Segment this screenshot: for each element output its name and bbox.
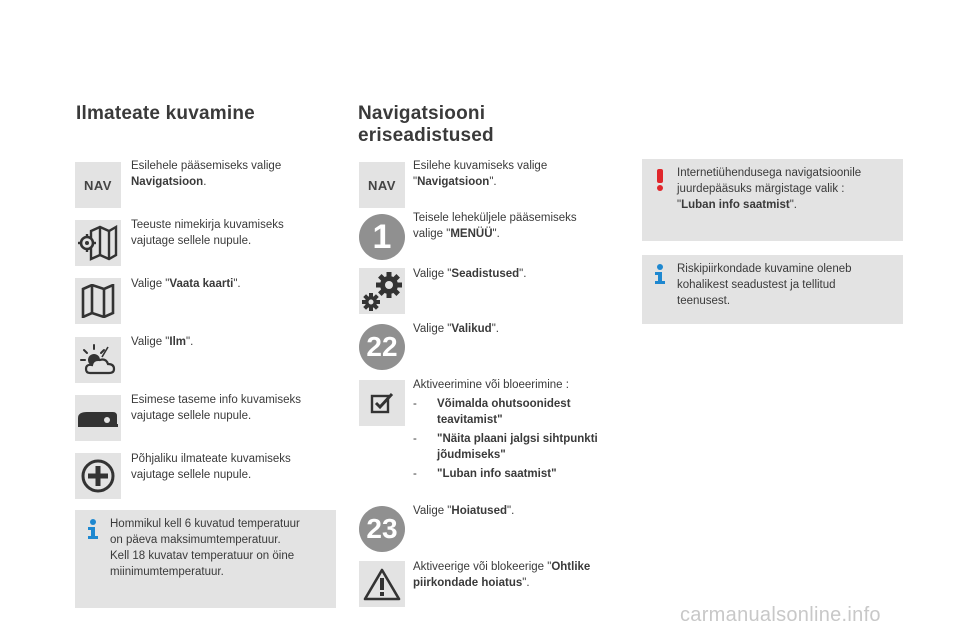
right-warning-text (677, 165, 861, 213)
middle-nav-bold: Navigatsioon (417, 176, 490, 188)
activation-item-1 (413, 396, 598, 428)
watermark: carmanualsonline.info (680, 604, 881, 626)
middle-nav-prefix: " (413, 176, 418, 188)
middle-warning-bold2: piirkondade hoiatus (413, 577, 523, 589)
left-note-text (110, 516, 300, 580)
left-step-map-suffix: ". (233, 278, 241, 290)
middle-nav-text (413, 158, 547, 190)
middle-settings-bold: Seadistused (451, 268, 520, 280)
middle-settings-prefix: Valige " (413, 268, 452, 280)
left-note-line2: on päeva maksimumtemperatuur. (110, 534, 281, 546)
left-step-plus-text (131, 451, 291, 483)
right-warning-bold: Luban info saatmist (681, 199, 790, 211)
activation-item-2-dash: - (413, 433, 417, 445)
activation-item-2-line1: "Näita plaani jalgsi sihtpunkti (437, 433, 598, 445)
info-icon (651, 263, 669, 285)
left-step-map-text (131, 276, 241, 292)
map-icon (80, 284, 116, 318)
left-step-weather-prefix: Valige " (131, 336, 170, 348)
gears-icon (360, 271, 404, 311)
middle-warning-suffix: ". (522, 577, 530, 589)
right-info-line3: teenusest. (677, 295, 731, 307)
left-step-info-line2: vajutage sellele nupule. (131, 410, 252, 422)
middle-step22-prefix: Valige " (413, 323, 452, 335)
right-warning-line2: juurdepääsuks märgistage valik : (677, 183, 845, 195)
middle-title (358, 103, 494, 147)
left-step-weather-suffix: ". (186, 336, 194, 348)
checkbox-button[interactable] (359, 380, 405, 426)
left-step-nav-suffix: . (203, 176, 207, 188)
right-warning-suffix: ". (789, 199, 797, 211)
right-warning-line1: Internetiühendusega navigatsioonile (677, 167, 862, 179)
middle-step22-text (413, 321, 499, 337)
activation-item-1-line2: teavitamist" (437, 414, 503, 426)
left-note-line3: Kell 18 kuvatav temperatuur on öine (110, 550, 295, 562)
middle-step22-bold: Valikud (451, 323, 492, 335)
middle-step22-suffix: ". (491, 323, 499, 335)
middle-nav-label: NAV (368, 177, 396, 193)
weather-icon (78, 343, 118, 377)
warning-button[interactable] (359, 561, 405, 607)
map-settings-button[interactable] (75, 220, 121, 266)
middle-title-line1: Navigatsiooni (358, 103, 486, 124)
left-title: Ilmateate kuvamine (76, 103, 255, 124)
middle-step1-suffix: ". (492, 228, 500, 240)
middle-step23-text (413, 503, 514, 519)
exclamation-icon (651, 168, 669, 192)
left-step-map-bold: Vaata kaarti (169, 278, 234, 290)
middle-step1-prefix: valige " (413, 228, 451, 240)
left-step-list-line2: vajutage sellele nupule. (131, 235, 252, 247)
left-info-note (75, 510, 336, 608)
left-step-info-text (131, 392, 301, 424)
middle-nav-line1: Esilehe kuvamiseks valige (413, 160, 548, 172)
map-settings-icon (78, 225, 118, 261)
right-info-line1: Riskipiirkondade kuvamine oleneb (677, 263, 852, 275)
right-info-text (677, 261, 852, 309)
activation-item-1-line1: Võimalda ohutsoonidest (437, 398, 571, 410)
left-step-list-line1: Teeuste nimekirja kuvamiseks (131, 219, 284, 231)
left-step-nav-bold: Navigatsioon (131, 176, 204, 188)
left-step-info-line1: Esimese taseme info kuvamiseks (131, 394, 302, 406)
right-info-note (642, 255, 903, 324)
middle-nav-suffix: ". (489, 176, 497, 188)
left-step-list-text (131, 217, 284, 249)
middle-settings-suffix: ". (519, 268, 527, 280)
middle-warning-text (413, 559, 590, 591)
right-info-line2: kohalikest seadustest ja tellitud (677, 279, 836, 291)
middle-step1-text (413, 210, 577, 242)
activation-item-3 (413, 466, 598, 482)
activation-item-2 (413, 431, 598, 463)
activation-item-2-line2: jõudmiseks" (437, 449, 506, 461)
weather-button[interactable] (75, 337, 121, 383)
left-step-nav-line1: Esilehele pääsemiseks valige (131, 160, 282, 172)
plus-icon (80, 458, 116, 494)
info-bar-button[interactable] (75, 395, 121, 441)
activation-intro: Aktiveerimine või bloeerimine : (413, 379, 569, 391)
activation-item-1-dash: - (413, 398, 417, 410)
left-step-plus-line1: Põhjaliku ilmateate kuvamiseks (131, 453, 291, 465)
right-warning-note (642, 159, 903, 241)
right-warning-prefix: " (677, 199, 682, 211)
step-number-1: 1 (359, 214, 405, 260)
middle-step23-suffix: ". (507, 505, 515, 517)
step-number-23: 23 (359, 506, 405, 552)
left-step-nav-text (131, 158, 281, 190)
middle-warning-bold1: Ohtlike (551, 561, 591, 573)
activation-item-3-line1: "Luban info saatmist" (437, 468, 557, 480)
nav-label: NAV (84, 177, 112, 193)
left-step-map-prefix: Valige " (131, 278, 170, 290)
middle-step23-bold: Hoiatused (451, 505, 507, 517)
middle-step23-prefix: Valige " (413, 505, 452, 517)
nav-button[interactable] (75, 162, 121, 208)
settings-button[interactable] (359, 268, 405, 314)
middle-warning-prefix: Aktiveerige või blokeerige " (413, 561, 552, 573)
left-step-weather-bold: Ilm (169, 336, 187, 348)
left-step-plus-line2: vajutage sellele nupule. (131, 469, 252, 481)
middle-step1-bold: MENÜÜ (450, 228, 493, 240)
left-step-weather-text (131, 334, 193, 350)
plus-button[interactable] (75, 453, 121, 499)
warning-triangle-icon (363, 567, 401, 601)
left-note-line4: miinimumtemperatuur. (110, 566, 224, 578)
info-icon (84, 518, 102, 540)
info-bar-icon (77, 408, 119, 428)
checkbox-icon (370, 392, 394, 414)
middle-step1-line1: Teisele leheküljele pääsemiseks (413, 212, 577, 224)
left-note-line1: Hommikul kell 6 kuvatud temperatuur (110, 518, 300, 530)
activation-list (413, 377, 598, 482)
middle-settings-text (413, 266, 526, 282)
middle-title-line2: eriseadistused (358, 125, 494, 146)
middle-nav-button[interactable] (359, 162, 405, 208)
step-number-22: 22 (359, 324, 405, 370)
map-button[interactable] (75, 278, 121, 324)
activation-item-3-dash: - (413, 468, 417, 480)
